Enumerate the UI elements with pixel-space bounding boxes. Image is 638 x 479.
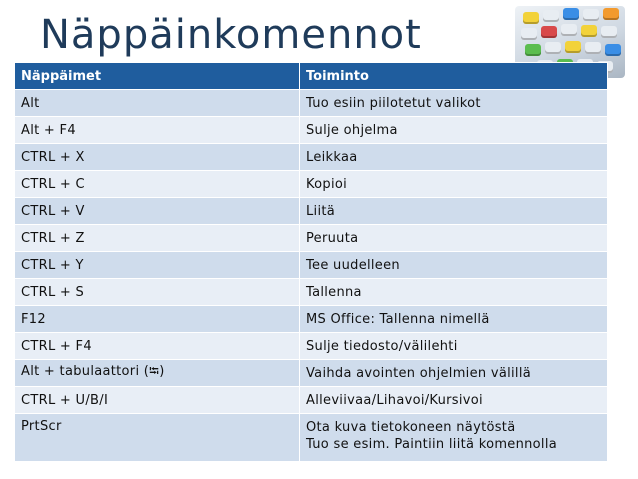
shortcut-action: Tuo esiin piilotetut valikot bbox=[300, 90, 608, 117]
table-row bbox=[15, 387, 608, 414]
shortcut-action: Alleviivaa/Lihavoi/Kursivoi bbox=[300, 387, 608, 414]
shortcut-action: Sulje tiedosto/välilehti bbox=[300, 333, 608, 360]
shortcut-action-line: Ota kuva tietokoneen näytöstä bbox=[306, 420, 516, 435]
table-row bbox=[15, 225, 608, 252]
table-header-row bbox=[15, 63, 608, 90]
table-row bbox=[15, 252, 608, 279]
shortcut-action: MS Office: Tallenna nimellä bbox=[300, 306, 608, 333]
shortcut-action: Vaihda avointen ohjelmien välillä bbox=[300, 360, 608, 387]
shortcut-action: Liitä bbox=[300, 198, 608, 225]
shortcut-keys: CTRL + S bbox=[15, 279, 300, 306]
shortcut-keys: Alt bbox=[15, 90, 300, 117]
shortcut-action-line: Tuo se esim. Paintiin liitä komennolla bbox=[306, 437, 558, 452]
shortcut-keys: CTRL + C bbox=[15, 171, 300, 198]
column-header-action: Toiminto bbox=[300, 63, 608, 90]
shortcut-keys: CTRL + U/B/I bbox=[15, 387, 300, 414]
shortcut-action: Leikkaa bbox=[300, 144, 608, 171]
shortcut-keys: CTRL + F4 bbox=[15, 333, 300, 360]
table-row bbox=[15, 171, 608, 198]
shortcut-action bbox=[300, 414, 608, 462]
shortcut-keys: Alt + tabulaattori (⭾) bbox=[15, 360, 300, 387]
table-row bbox=[15, 333, 608, 360]
shortcut-keys: CTRL + V bbox=[15, 198, 300, 225]
column-header-keys: Näppäimet bbox=[15, 63, 300, 90]
table-row bbox=[15, 306, 608, 333]
table-row bbox=[15, 144, 608, 171]
table-row bbox=[15, 360, 608, 387]
table-row bbox=[15, 117, 608, 144]
shortcut-keys: PrtScr bbox=[15, 414, 300, 462]
shortcuts-table bbox=[14, 62, 608, 462]
shortcut-action: Sulje ohjelma bbox=[300, 117, 608, 144]
shortcut-keys: CTRL + Y bbox=[15, 252, 300, 279]
table-row bbox=[15, 198, 608, 225]
shortcut-action: Peruuta bbox=[300, 225, 608, 252]
shortcut-keys: F12 bbox=[15, 306, 300, 333]
table-row bbox=[15, 279, 608, 306]
shortcut-keys: CTRL + X bbox=[15, 144, 300, 171]
shortcut-action: Tee uudelleen bbox=[300, 252, 608, 279]
shortcut-action: Kopioi bbox=[300, 171, 608, 198]
shortcut-keys: Alt + F4 bbox=[15, 117, 300, 144]
shortcut-keys: CTRL + Z bbox=[15, 225, 300, 252]
shortcut-action: Tallenna bbox=[300, 279, 608, 306]
table-row bbox=[15, 414, 608, 462]
page-title: Näppäinkomennot bbox=[40, 12, 422, 58]
table-row bbox=[15, 90, 608, 117]
